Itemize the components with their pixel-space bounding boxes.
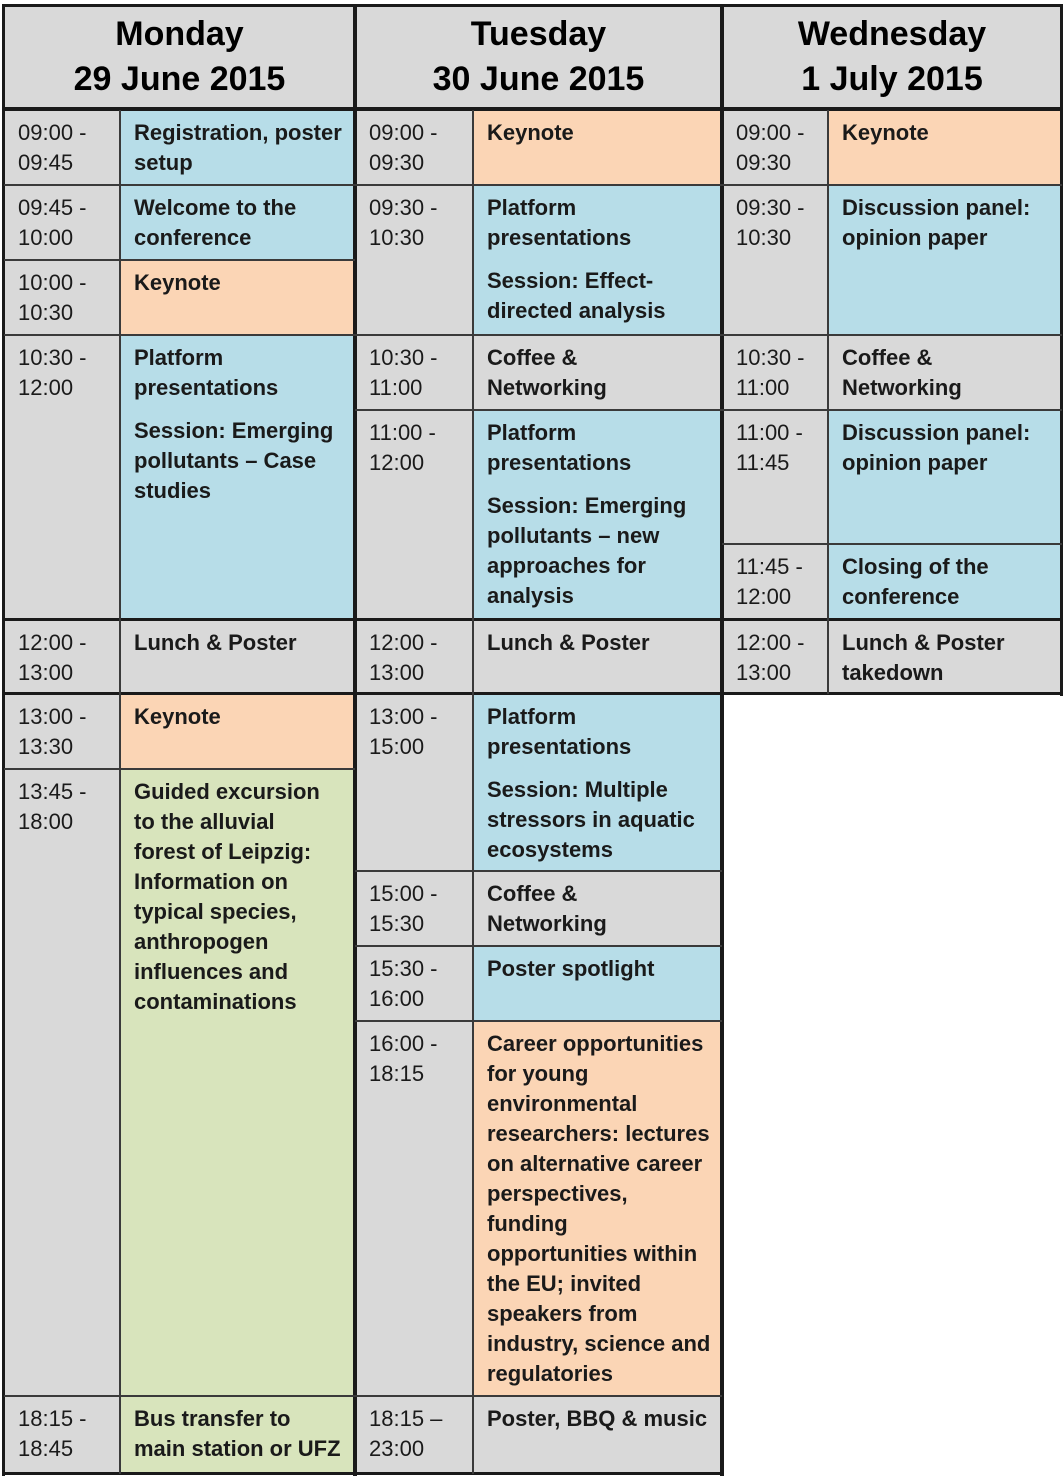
grid-line [4, 334, 355, 336]
grid-line [355, 334, 722, 336]
event-bus-transfer: Bus transfer to main station or UFZ [120, 1396, 355, 1474]
time-slot: 09:45 - 10:00 [4, 185, 120, 260]
event-registration: Registration, poster setup [120, 110, 355, 185]
day-header-tuesday [355, 4, 722, 109]
event-coffee: Coffee & Networking [473, 871, 722, 946]
grid-line [720, 4, 724, 1476]
event-platform-presentations [473, 185, 722, 335]
grid-line [827, 110, 829, 694]
day-date: 30 June 2015 [432, 59, 645, 98]
event-title: Platform presentations [487, 420, 632, 475]
grid-line [2, 1472, 724, 1475]
event-session: Session: Emerging pollutants – Case studies [134, 418, 334, 503]
grid-line [2, 692, 1063, 695]
grid-line [355, 1395, 722, 1397]
event-poster-spotlight: Poster spotlight [473, 946, 722, 1021]
grid-line [355, 945, 722, 947]
event-session: Session: Multiple stressors in aquatic ecosystems [487, 777, 695, 862]
event-title: Platform presentations [487, 704, 632, 759]
grid-line [4, 768, 355, 770]
grid-line [355, 184, 722, 186]
time-slot: 11:00 - 11:45 [722, 410, 828, 544]
grid-line [2, 107, 1063, 111]
time-slot: 15:00 - 15:30 [355, 871, 473, 946]
event-platform-presentations [473, 694, 722, 871]
time-slot: 16:00 - 18:15 [355, 1021, 473, 1396]
event-lunch: Lunch & Poster takedown [828, 620, 1062, 694]
grid-line [355, 409, 722, 411]
time-slot: 09:30 - 10:30 [355, 185, 473, 335]
event-session: Session: Emerging pollutants – new approaches for analysis [487, 493, 687, 608]
event-lunch: Lunch & Poster [120, 620, 355, 694]
grid-line [355, 1020, 722, 1022]
event-keynote: Keynote [473, 110, 722, 185]
event-title: Platform presentations [134, 345, 279, 400]
grid-line [722, 409, 1062, 411]
event-title: Platform presentations [487, 195, 632, 250]
event-keynote: Keynote [120, 694, 355, 769]
time-slot: 13:45 - 18:00 [4, 769, 120, 1396]
grid-line [722, 184, 1062, 186]
time-slot: 12:00 - 13:00 [355, 620, 473, 694]
event-coffee: Coffee & Networking [473, 335, 722, 410]
time-slot: 09:00 - 09:30 [355, 110, 473, 185]
day-name: Monday [115, 14, 244, 53]
event-lunch: Lunch & Poster [473, 620, 722, 694]
time-slot: 15:30 - 16:00 [355, 946, 473, 1021]
grid-line [4, 1395, 355, 1397]
grid-line [722, 334, 1062, 336]
event-excursion: Guided excursion to the alluvial forest of Leipzig: Information on typical species, anthropogen influences and contaminations [120, 769, 355, 1396]
day-name: Wednesday [797, 14, 987, 53]
day-header-wednesday [722, 4, 1062, 109]
time-slot: 12:00 - 13:00 [722, 620, 828, 694]
event-welcome: Welcome to the conference [120, 185, 355, 260]
grid-line [4, 184, 355, 186]
grid-line [2, 618, 1063, 621]
event-platform-presentations [473, 410, 722, 620]
grid-line [4, 259, 355, 261]
time-slot: 09:00 - 09:45 [4, 110, 120, 185]
time-slot: 09:30 - 10:30 [722, 185, 828, 335]
time-slot: 12:00 - 13:00 [4, 620, 120, 694]
event-discussion-panel: Discussion panel: opinion paper [828, 185, 1062, 335]
day-name: Tuesday [470, 14, 607, 53]
grid-line [355, 870, 722, 872]
time-slot: 18:15 – 23:00 [355, 1396, 473, 1474]
time-slot: 13:00 - 13:30 [4, 694, 120, 769]
time-slot: 10:30 - 11:00 [722, 335, 828, 410]
grid-line [353, 4, 357, 1476]
time-slot: 11:00 - 12:00 [355, 410, 473, 620]
event-discussion-panel: Discussion panel: opinion paper [828, 410, 1062, 544]
grid-line [2, 4, 5, 1476]
time-slot: 10:00 - 10:30 [4, 260, 120, 335]
grid-line [2, 4, 1063, 7]
grid-line [722, 543, 1062, 545]
time-slot: 11:45 - 12:00 [722, 544, 828, 620]
day-header-monday [4, 4, 355, 109]
time-slot: 09:00 - 09:30 [722, 110, 828, 185]
event-platform-presentations [120, 335, 355, 620]
grid-line [119, 110, 121, 1474]
event-bbq: Poster, BBQ & music [473, 1396, 722, 1474]
time-slot: 13:00 - 15:00 [355, 694, 473, 871]
time-slot: 18:15 - 18:45 [4, 1396, 120, 1474]
event-closing: Closing of the conference [828, 544, 1062, 620]
event-coffee: Coffee & Networking [828, 335, 1062, 410]
day-date: 29 June 2015 [73, 59, 286, 98]
event-keynote: Keynote [828, 110, 1062, 185]
day-date: 1 July 2015 [801, 59, 983, 98]
time-slot: 10:30 - 11:00 [355, 335, 473, 410]
grid-line [472, 110, 474, 1474]
event-keynote: Keynote [120, 260, 355, 335]
event-career-opportunities: Career opportunities for young environmental researchers: lectures on alternative career perspectives, funding opportunities within the EU; invited speakers from industry, science and regulatories [473, 1021, 722, 1396]
event-session: Session: Effect-directed analysis [487, 268, 666, 323]
time-slot: 10:30 - 12:00 [4, 335, 120, 620]
